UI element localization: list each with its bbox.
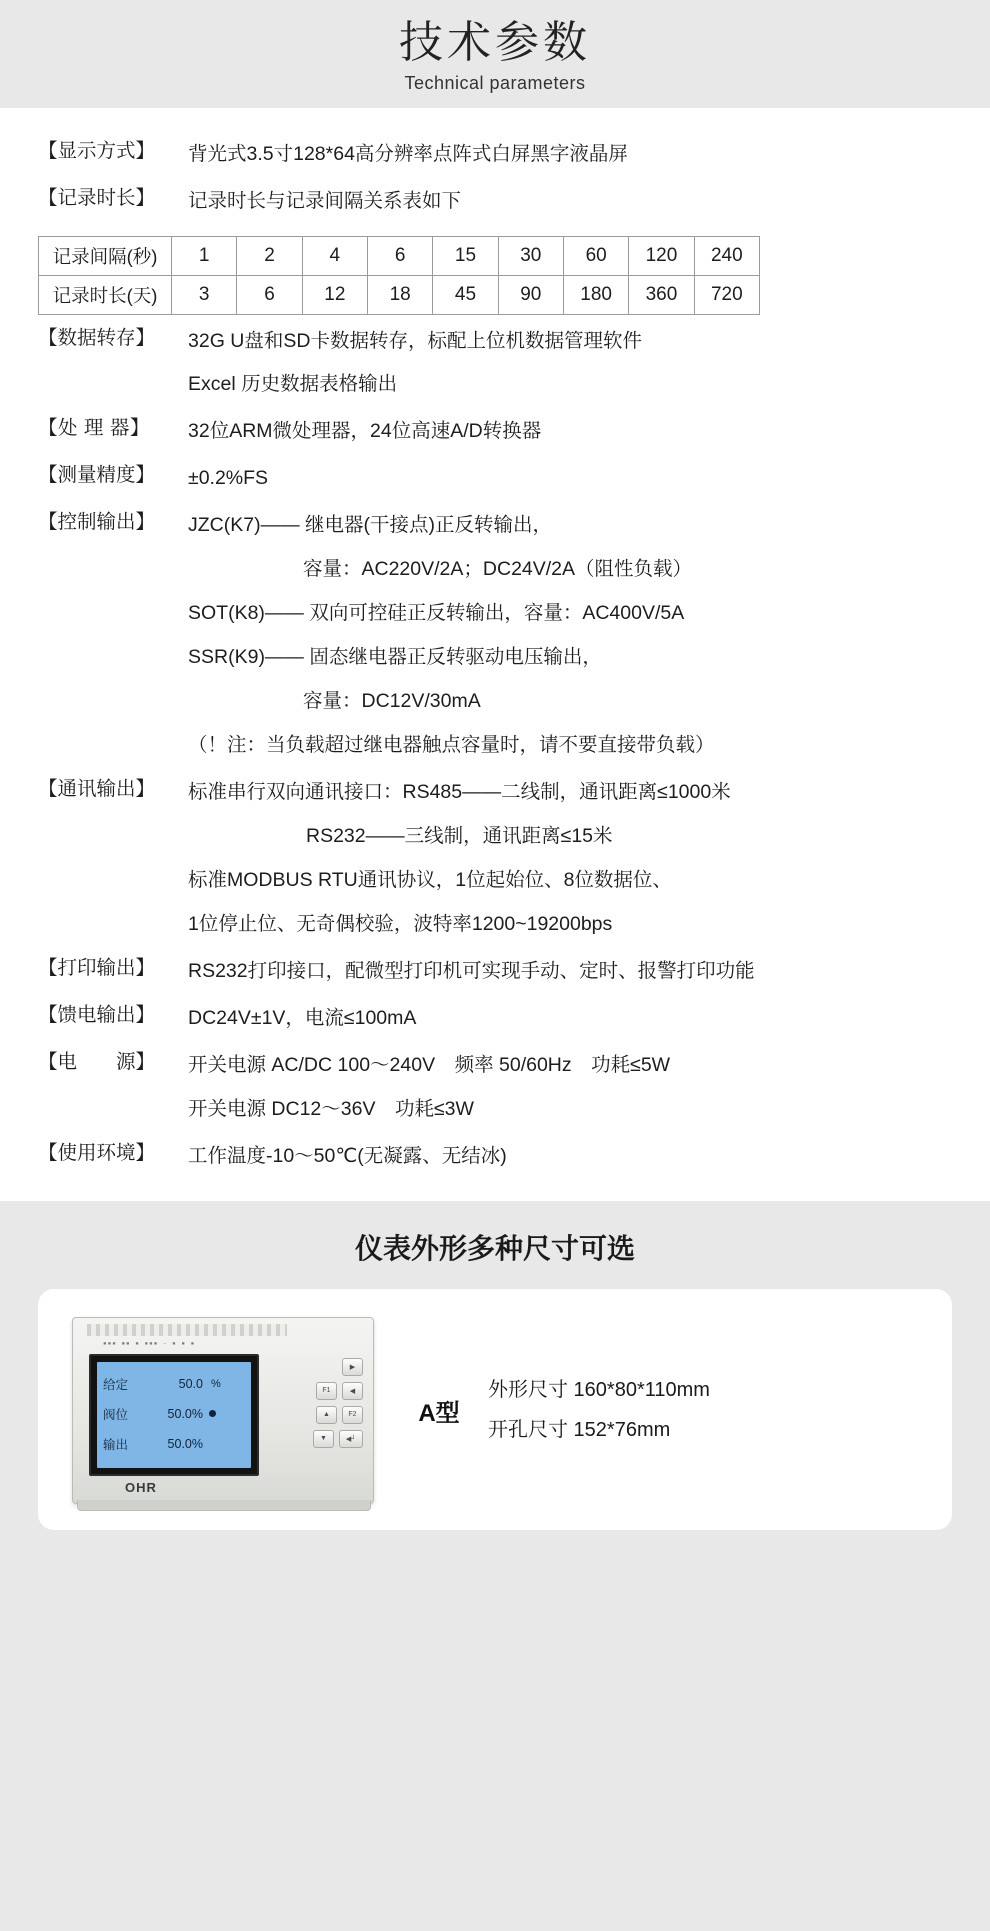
spec-row-data-transfer bbox=[38, 326, 952, 398]
table-row-intervals bbox=[39, 236, 760, 275]
device-keypad bbox=[271, 1358, 363, 1454]
spec-row-accuracy bbox=[38, 466, 952, 491]
spec-row-print-output bbox=[38, 956, 952, 984]
spec-line: JZC(K7)—— 继电器(干接点)正反转输出， bbox=[188, 514, 552, 537]
key-down-icon: ▼ bbox=[313, 1430, 334, 1448]
table-cell: 60 bbox=[563, 236, 628, 275]
spec-line: 标准MODBUS RTU通讯协议，1位起始位、8位数据位、 bbox=[188, 868, 672, 891]
spec-value: 背光式3.5寸128*64高分辨率点阵式白屏黑字液晶屏 bbox=[188, 142, 628, 165]
table-cell: 180 bbox=[563, 275, 628, 314]
spec-line: RS232——三线制，通讯距离≤15米 bbox=[306, 824, 613, 847]
spec-label: 【电 源】 bbox=[38, 1050, 156, 1073]
table-cell: 360 bbox=[629, 275, 694, 314]
spec-list-bottom bbox=[38, 326, 952, 1169]
lcd-row-value: 50.0% bbox=[167, 1406, 203, 1421]
key-left-icon: ◀ bbox=[342, 1382, 363, 1400]
spec-line: 1位停止位、无奇偶校验，波特率1200~19200bps bbox=[188, 912, 613, 935]
spec-line: （！注：当负载超过继电器触点容量时，请不要直接带负载） bbox=[188, 734, 715, 757]
spec-row-power bbox=[38, 1050, 952, 1122]
spec-value bbox=[188, 1053, 952, 1122]
lcd-screen bbox=[89, 1354, 259, 1476]
keypad-row bbox=[271, 1358, 363, 1376]
spec-line: 开关电源 AC/DC 100～240V 频率 50/60Hz 功耗≤5W bbox=[188, 1053, 671, 1076]
spec-value bbox=[188, 329, 952, 398]
table-cell: 18 bbox=[367, 275, 432, 314]
device-vent-strip bbox=[87, 1324, 287, 1336]
spec-row-environment bbox=[38, 1141, 952, 1169]
spec-line: 开关电源 DC12～36V 功耗≤3W bbox=[188, 1097, 474, 1120]
table-cell: 15 bbox=[433, 236, 498, 275]
spec-value: 32位ARM微处理器，24位高速A/D转换器 bbox=[188, 420, 542, 443]
device-illustration bbox=[64, 1317, 394, 1504]
spec-list-top bbox=[38, 139, 952, 214]
record-table-block bbox=[38, 236, 952, 315]
spec-line: 容量：DC12V/30mA bbox=[303, 690, 481, 713]
spec-value bbox=[188, 780, 952, 937]
page-title-en: Technical parameters bbox=[404, 72, 586, 93]
spec-label: 【通讯输出】 bbox=[38, 778, 156, 801]
lcd-row-setpoint bbox=[103, 1369, 245, 1399]
device-dimensions bbox=[484, 1370, 926, 1450]
lcd-row-value: 50.0% bbox=[167, 1436, 203, 1451]
table-cell: 2 bbox=[237, 236, 302, 275]
spec-row-control-output bbox=[38, 513, 952, 758]
table-cell: 240 bbox=[694, 236, 759, 275]
spec-row-comm-output bbox=[38, 780, 952, 937]
table-cell: 30 bbox=[498, 236, 563, 275]
key-f1: F1 bbox=[316, 1382, 337, 1400]
spec-line: 标准串行双向通讯接口：RS485——二线制，通讯距离≤1000米 bbox=[188, 781, 731, 804]
device-micro-label: ▪▪▪ ▪▪ ▪ ▪▪▪ - ▪ ▪ ▪ bbox=[103, 1339, 196, 1347]
table-header-interval: 记录间隔(秒) bbox=[39, 236, 172, 275]
spec-row-processor bbox=[38, 419, 952, 444]
lcd-row-output bbox=[103, 1429, 245, 1459]
spec-label: 【打印输出】 bbox=[38, 956, 156, 979]
spec-body bbox=[0, 108, 990, 1201]
table-cell: 90 bbox=[498, 275, 563, 314]
spec-label: 【使用环境】 bbox=[38, 1141, 156, 1164]
lcd-row-value: 50.0 bbox=[178, 1376, 203, 1391]
spec-value: 记录时长与记录间隔关系表如下 bbox=[188, 189, 462, 212]
keypad-row bbox=[271, 1382, 363, 1400]
key-f2: F2 bbox=[342, 1406, 363, 1424]
key-up-icon: ▲ bbox=[316, 1406, 337, 1424]
spec-line: 32G U盘和SD卡数据转存，标配上位机数据管理软件 bbox=[188, 329, 642, 352]
spec-value: ±0.2%FS bbox=[188, 467, 269, 490]
spec-label: 【馈电输出】 bbox=[38, 1003, 156, 1026]
spec-line: Excel 历史数据表格输出 bbox=[188, 373, 398, 396]
spec-row-feed-output bbox=[38, 1003, 952, 1031]
lcd-row-unit: % bbox=[211, 1377, 221, 1390]
device-body bbox=[72, 1317, 374, 1504]
lcd-row-label: 输出 bbox=[103, 1437, 129, 1452]
page-header bbox=[0, 0, 990, 108]
device-brand-logo: OHR bbox=[125, 1479, 157, 1495]
spec-label: 【记录时长】 bbox=[38, 186, 156, 209]
lcd-row-label: 给定 bbox=[103, 1377, 129, 1392]
key-enter-icon: ◀┘ bbox=[339, 1430, 363, 1448]
table-cell: 6 bbox=[237, 275, 302, 314]
spec-line: 容量：AC220V/2A；DC24V/2A（阻性负载） bbox=[303, 558, 693, 581]
table-row-durations bbox=[39, 275, 760, 314]
record-table bbox=[38, 236, 760, 315]
section-title-sizes: 仪表外形多种尺寸可选 bbox=[0, 1201, 990, 1289]
device-model-label: A型 bbox=[418, 1399, 460, 1427]
spec-value: 工作温度-10～50℃(无凝露、无结冰) bbox=[188, 1144, 507, 1167]
spec-label: 【处 理 器】 bbox=[38, 417, 150, 440]
table-cell: 4 bbox=[302, 236, 367, 275]
table-cell: 720 bbox=[694, 275, 759, 314]
spec-value: RS232打印接口，配微型打印机可实现手动、定时、报警打印功能 bbox=[188, 959, 755, 982]
table-cell: 6 bbox=[367, 236, 432, 275]
keypad-row bbox=[271, 1430, 363, 1448]
lcd-row-label: 阀位 bbox=[103, 1407, 129, 1422]
table-header-duration: 记录时长(天) bbox=[39, 275, 172, 314]
spec-label: 【数据转存】 bbox=[38, 326, 156, 349]
table-cell: 45 bbox=[433, 275, 498, 314]
page-title-cn: 技术参数 bbox=[399, 18, 591, 67]
spec-value: DC24V±1V，电流≤100mA bbox=[188, 1006, 417, 1029]
table-cell: 12 bbox=[302, 275, 367, 314]
key-right-icon: ▶ bbox=[342, 1358, 363, 1376]
table-cell: 1 bbox=[172, 236, 237, 275]
lcd-content bbox=[97, 1362, 251, 1468]
lcd-row-valve bbox=[103, 1399, 245, 1429]
spec-row-record-duration bbox=[38, 186, 952, 214]
spec-line: SSR(K9)—— 固态继电器正反转驱动电压输出， bbox=[188, 646, 602, 669]
table-cell: 3 bbox=[172, 275, 237, 314]
spec-label: 【测量精度】 bbox=[38, 464, 156, 487]
spec-label: 【显示方式】 bbox=[38, 139, 156, 162]
dimension-outline: 外形尺寸 160*80*110mm bbox=[488, 1379, 710, 1402]
spec-value bbox=[188, 513, 952, 758]
dimension-cutout: 开孔尺寸 152*76mm bbox=[488, 1419, 671, 1442]
spec-row-display bbox=[38, 139, 952, 167]
device-base bbox=[77, 1500, 371, 1511]
device-size-card bbox=[38, 1289, 952, 1530]
spec-line: SOT(K8)—— 双向可控硅正反转输出，容量：AC400V/5A bbox=[188, 602, 685, 625]
table-cell: 120 bbox=[629, 236, 694, 275]
spec-label: 【控制输出】 bbox=[38, 511, 156, 534]
keypad-row bbox=[271, 1406, 363, 1424]
lcd-indicator-dot bbox=[209, 1410, 216, 1417]
